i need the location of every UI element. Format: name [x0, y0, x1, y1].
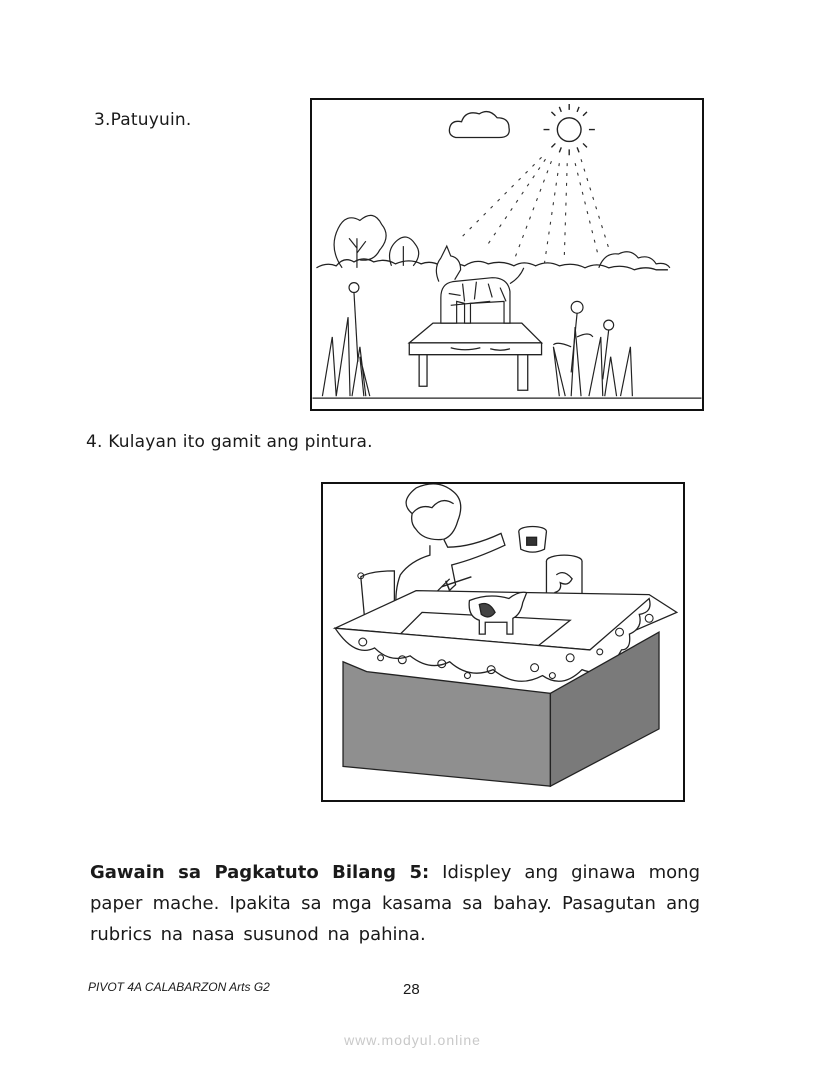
- paper-mache-animal-icon: [436, 246, 523, 323]
- painting-illustration: [321, 482, 685, 802]
- activity-text: Idispley ang ginawa mong paper mache. Ipakita sa mga kasama sa bahay. Pasagutan ang rubrics na nasa susunod na pahina.: [90, 862, 700, 945]
- drying-illustration: [310, 98, 704, 411]
- sun-icon: [544, 104, 595, 155]
- grass-icon: [313, 317, 702, 398]
- activity-paragraph: [90, 857, 700, 950]
- sun-drying-animal-illustration: [312, 100, 702, 409]
- sun-rays: [461, 157, 609, 263]
- watermark: www.modyul.online: [344, 1032, 481, 1048]
- footer-source: PIVOT 4A CALABARZON Arts G2: [88, 980, 270, 994]
- cloud-icon: [449, 112, 509, 138]
- table-icon: [409, 323, 541, 390]
- child-painting-animal-illustration: [323, 484, 683, 800]
- step-4-label: 4. Kulayan ito gamit ang pintura.: [86, 432, 373, 452]
- paint-cup-icon: [519, 526, 547, 552]
- activity-heading: Gawain sa Pagkatuto Bilang 5:: [90, 862, 430, 883]
- page-number: 28: [403, 981, 420, 998]
- step-3-label: 3.Patuyuin.: [94, 110, 192, 130]
- horizon-bushes: [316, 259, 667, 270]
